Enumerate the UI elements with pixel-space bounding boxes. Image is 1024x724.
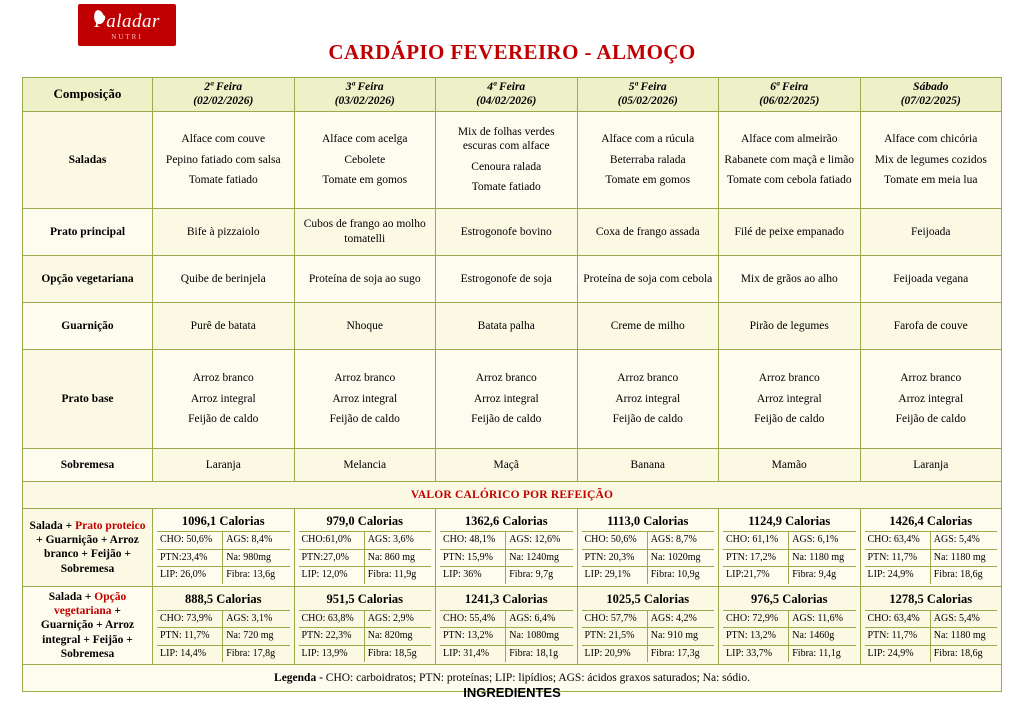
nutrient-lip: LIP: 26,0% bbox=[157, 567, 223, 584]
cell-prato-6: Feijoada bbox=[860, 208, 1002, 255]
calorie-cell-5 bbox=[719, 508, 861, 586]
nutrient-grid bbox=[723, 531, 856, 584]
menu-item: Feijão de caldo bbox=[612, 412, 683, 425]
menu-item: Feijão de caldo bbox=[471, 412, 542, 425]
label-part: + Guarnição + Arroz integral + Feijão + Sobremesa bbox=[40, 604, 135, 660]
nutrient-cho: CHO: 72,9% bbox=[723, 611, 789, 629]
label-highlight: Opção vegetariana bbox=[54, 590, 127, 617]
calorie-total: 951,5 Calorias bbox=[326, 591, 403, 606]
nutrient-ags: AGS: 3,6% bbox=[365, 532, 431, 550]
day-date: (05/02/2026) bbox=[617, 95, 678, 108]
nutrient-grid bbox=[723, 610, 856, 663]
calorie-row-vegetariana bbox=[23, 586, 1002, 664]
nutrient-grid bbox=[582, 531, 715, 584]
nutrient-lip: LIP: 29,1% bbox=[582, 567, 648, 584]
nutrient-cho: CHO:61,0% bbox=[299, 532, 365, 550]
cell-opcao-1: Quibe de berinjela bbox=[153, 255, 295, 302]
cell-sobremesa-2: Melancia bbox=[294, 448, 436, 481]
nutrient-lip: LIP: 24,9% bbox=[865, 567, 931, 584]
menu-item: Arroz branco bbox=[334, 372, 396, 385]
menu-item: Arroz branco bbox=[900, 372, 962, 385]
calorie-total: 1426,4 Calorias bbox=[889, 513, 973, 528]
nutrient-fibra: Fibra: 13,6g bbox=[226, 569, 276, 581]
cell-prato-5: Filé de peixe empanado bbox=[719, 208, 861, 255]
cell-opcao-4: Proteína de soja com cebola bbox=[577, 255, 719, 302]
calorie-total: 1362,6 Calorias bbox=[464, 513, 548, 528]
nutrient-na: Na: 1080mg bbox=[506, 628, 572, 646]
day-name: 4ª Feira bbox=[487, 81, 526, 93]
table-row bbox=[23, 302, 1002, 349]
nutrient-grid bbox=[440, 610, 573, 663]
nutrient-ags: AGS: 8,7% bbox=[648, 532, 714, 550]
nutrient-ptn: PTN: 13,2% bbox=[440, 628, 506, 646]
nutrient-ags: AGS: 11,6% bbox=[789, 611, 855, 629]
nutrient-ptn: PTN: 17,2% bbox=[723, 550, 789, 568]
brand-name: Paladar bbox=[94, 11, 160, 32]
calorie-row-label-proteico bbox=[23, 508, 153, 586]
nutrient-ptn: PTN: 11,7% bbox=[157, 628, 223, 646]
menu-item: Feijão de caldo bbox=[188, 412, 259, 425]
nutrient-fibra: Fibra: 10,9g bbox=[650, 569, 700, 581]
calorie-total: 1124,9 Calorias bbox=[748, 513, 831, 528]
menu-item: Arroz integral bbox=[332, 392, 398, 405]
calorie-cell-6 bbox=[860, 586, 1002, 664]
calorie-total: 976,5 Calorias bbox=[751, 591, 828, 606]
nutrient-grid bbox=[440, 531, 573, 584]
nutrient-ags: AGS: 5,4% bbox=[931, 611, 997, 629]
menu-item: Mix de legumes cozidos bbox=[874, 153, 987, 166]
cell-prato-1: Bife à pizzaiolo bbox=[153, 208, 295, 255]
legend-label: Legenda - bbox=[274, 671, 326, 684]
cell-saladas-2 bbox=[294, 111, 436, 208]
cell-saladas-4 bbox=[577, 111, 719, 208]
menu-item: Arroz integral bbox=[473, 392, 539, 405]
nutrient-ags: AGS: 6,4% bbox=[506, 611, 572, 629]
cell-opcao-2: Proteína de soja ao sugo bbox=[294, 255, 436, 302]
day-name: Sábado bbox=[913, 81, 949, 93]
calorie-total: 1278,5 Calorias bbox=[889, 591, 973, 606]
menu-item: Tomate em gomos bbox=[605, 173, 691, 186]
calorie-total: 1025,5 Calorias bbox=[606, 591, 690, 606]
nutrient-fibra: Fibra: 18,6g bbox=[933, 647, 983, 659]
day-name: 2ª Feira bbox=[204, 81, 243, 93]
nutrient-lip: LIP: 33,7% bbox=[723, 646, 789, 663]
nutrient-grid bbox=[299, 610, 432, 663]
cell-base-2 bbox=[294, 349, 436, 448]
menu-item: Alface com almeirão bbox=[741, 133, 838, 146]
cell-saladas-6 bbox=[860, 111, 1002, 208]
nutrient-cho: CHO: 63,4% bbox=[865, 611, 931, 629]
menu-item: Tomate em meia lua bbox=[884, 173, 978, 186]
nutrient-na: Na: 1180 mg bbox=[931, 550, 997, 568]
cell-opcao-5: Mix de grãos ao alho bbox=[719, 255, 861, 302]
row-label-opcao-vegetariana: Opção vegetariana bbox=[23, 255, 153, 302]
nutrient-fibra: Fibra: 17,8g bbox=[226, 647, 276, 659]
menu-item: Arroz integral bbox=[615, 392, 681, 405]
cell-sobremesa-4: Banana bbox=[577, 448, 719, 481]
nutrient-lip: LIP: 12,0% bbox=[299, 567, 365, 584]
cell-guarnicao-5: Pirão de legumes bbox=[719, 302, 861, 349]
cell-sobremesa-5: Mamão bbox=[719, 448, 861, 481]
menu-item: Arroz integral bbox=[190, 392, 256, 405]
menu-item: Pepino fatiado com salsa bbox=[165, 153, 281, 166]
cell-guarnicao-2: Nhoque bbox=[294, 302, 436, 349]
calorie-cell-5 bbox=[719, 586, 861, 664]
nutrient-grid bbox=[582, 610, 715, 663]
nutrient-fibra: Fibra: 18,5g bbox=[367, 647, 417, 659]
nutrient-na: Na: 720 mg bbox=[223, 628, 289, 646]
row-label-prato-base: Prato base bbox=[23, 349, 153, 448]
menu-item: Feijão de caldo bbox=[895, 412, 966, 425]
calorie-total: 1241,3 Calorias bbox=[464, 591, 548, 606]
nutrient-grid bbox=[865, 610, 998, 663]
cell-guarnicao-6: Farofa de couve bbox=[860, 302, 1002, 349]
cell-saladas-5 bbox=[719, 111, 861, 208]
menu-item: Feijão de caldo bbox=[329, 412, 400, 425]
row-label-prato-principal: Prato principal bbox=[23, 208, 153, 255]
nutrient-cho: CHO: 57,7% bbox=[582, 611, 648, 629]
calorie-cell-3 bbox=[436, 586, 578, 664]
nutrient-na: Na: 980mg bbox=[223, 550, 289, 568]
header-day-5 bbox=[719, 78, 861, 112]
brand-subtitle: NUTRI bbox=[111, 33, 143, 41]
menu-table bbox=[22, 77, 1002, 692]
nutrient-lip: LIP: 31,4% bbox=[440, 646, 506, 663]
menu-item: Arroz branco bbox=[192, 372, 254, 385]
menu-item: Rabanete com maçã e limão bbox=[724, 153, 855, 166]
nutrient-lip: LIP: 24,9% bbox=[865, 646, 931, 663]
calorie-cell-2 bbox=[294, 508, 436, 586]
nutrient-cho: CHO: 55,4% bbox=[440, 611, 506, 629]
menu-item: Tomate fatiado bbox=[188, 173, 258, 186]
nutrient-ptn: PTN: 21,5% bbox=[582, 628, 648, 646]
nutrient-ptn: PTN:27,0% bbox=[299, 550, 365, 568]
header-day-6 bbox=[860, 78, 1002, 112]
calorie-cell-2 bbox=[294, 586, 436, 664]
nutrient-ptn: PTN: 11,7% bbox=[865, 550, 931, 568]
nutrient-ags: AGS: 8,4% bbox=[223, 532, 289, 550]
row-label-saladas: Saladas bbox=[23, 111, 153, 208]
cell-saladas-1 bbox=[153, 111, 295, 208]
day-name: 6ª Feira bbox=[770, 81, 809, 93]
calorie-section-header-row bbox=[23, 481, 1002, 508]
calorie-cell-4 bbox=[577, 508, 719, 586]
nutrient-lip: LIP: 36% bbox=[440, 567, 506, 584]
cell-sobremesa-3: Maçã bbox=[436, 448, 578, 481]
menu-item: Feijão de caldo bbox=[754, 412, 825, 425]
header-day-4 bbox=[577, 78, 719, 112]
nutrient-na: Na: 860 mg bbox=[365, 550, 431, 568]
cell-prato-2: Cubos de frango ao molho tomatelli bbox=[294, 208, 436, 255]
page-title: CARDÁPIO FEVEREIRO - ALMOÇO bbox=[328, 40, 696, 64]
menu-item: Arroz integral bbox=[756, 392, 822, 405]
label-part: + Guarnição + Arroz branco + Feijão + Sobremesa bbox=[36, 533, 139, 575]
nutrient-cho: CHO: 63,8% bbox=[299, 611, 365, 629]
table-row bbox=[23, 208, 1002, 255]
cell-sobremesa-1: Laranja bbox=[153, 448, 295, 481]
nutrient-na: Na: 910 mg bbox=[648, 628, 714, 646]
menu-item: Alface com chicória bbox=[884, 133, 978, 146]
nutrient-lip: LIP: 20,9% bbox=[582, 646, 648, 663]
table-row bbox=[23, 111, 1002, 208]
menu-item: Tomate com cebola fatiado bbox=[726, 173, 852, 186]
nutrient-grid bbox=[865, 531, 998, 584]
calorie-total: 888,5 Calorias bbox=[185, 591, 262, 606]
nutrient-na: Na: 1180 mg bbox=[931, 628, 997, 646]
row-label-sobremesa: Sobremesa bbox=[23, 448, 153, 481]
calorie-row-label-vegetariana bbox=[23, 586, 153, 664]
cell-base-3 bbox=[436, 349, 578, 448]
cell-prato-3: Estrogonofe bovino bbox=[436, 208, 578, 255]
nutrient-cho: CHO: 61,1% bbox=[723, 532, 789, 550]
nutrient-ags: AGS: 5,4% bbox=[931, 532, 997, 550]
label-part: Salada + bbox=[48, 590, 95, 603]
ingredientes-heading: INGREDIENTES bbox=[463, 685, 561, 700]
table-row bbox=[23, 448, 1002, 481]
nutrient-cho: CHO: 50,6% bbox=[157, 532, 223, 550]
nutrient-lip: LIP: 13,9% bbox=[299, 646, 365, 663]
header-day-1 bbox=[153, 78, 295, 112]
nutrient-ptn: PTN: 22,3% bbox=[299, 628, 365, 646]
day-name: 3ª Feira bbox=[345, 81, 384, 93]
menu-item: Alface com acelga bbox=[321, 133, 408, 146]
day-date: (04/02/2026) bbox=[476, 95, 537, 108]
cell-sobremesa-6: Laranja bbox=[860, 448, 1002, 481]
nutrient-grid bbox=[157, 610, 290, 663]
calorie-total: 979,0 Calorias bbox=[326, 513, 403, 528]
menu-item: Mix de folhas verdes escuras com alface bbox=[457, 126, 555, 153]
cell-opcao-3: Estrogonofe de soja bbox=[436, 255, 578, 302]
day-date: (03/02/2026) bbox=[334, 95, 395, 108]
calorie-row-proteico bbox=[23, 508, 1002, 586]
nutrient-fibra: Fibra: 9,4g bbox=[792, 569, 837, 581]
table-header-row bbox=[23, 78, 1002, 112]
nutrient-ags: AGS: 6,1% bbox=[789, 532, 855, 550]
nutrient-grid bbox=[299, 531, 432, 584]
row-label-guarnicao: Guarnição bbox=[23, 302, 153, 349]
nutrient-ags: AGS: 4,2% bbox=[648, 611, 714, 629]
day-name: 5ª Feira bbox=[628, 81, 667, 93]
day-date: (07/02/2025) bbox=[900, 95, 961, 108]
menu-item: Beterraba ralada bbox=[609, 153, 686, 166]
nutrient-na: Na: 1460g bbox=[789, 628, 855, 646]
nutrient-cho: CHO: 48,1% bbox=[440, 532, 506, 550]
nutrient-ptn: PTN: 13,2% bbox=[723, 628, 789, 646]
table-row bbox=[23, 255, 1002, 302]
day-date: (02/02/2026) bbox=[193, 95, 254, 108]
calorie-cell-6 bbox=[860, 508, 1002, 586]
nutrient-fibra: Fibra: 17,3g bbox=[650, 647, 700, 659]
legend-text: CHO: carboidratos; PTN: proteínas; LIP: lipídios; AGS: ácidos graxos saturados; Na: sódio. bbox=[325, 671, 750, 684]
calorie-cell-1 bbox=[153, 586, 295, 664]
nutrient-ags: AGS: 3,1% bbox=[223, 611, 289, 629]
nutrient-cho: CHO: 50,6% bbox=[582, 532, 648, 550]
nutrient-na: Na: 820mg bbox=[365, 628, 431, 646]
table-row bbox=[23, 349, 1002, 448]
menu-item: Arroz integral bbox=[898, 392, 964, 405]
header-day-2 bbox=[294, 78, 436, 112]
cell-base-6 bbox=[860, 349, 1002, 448]
cell-opcao-6: Feijoada vegana bbox=[860, 255, 1002, 302]
nutrient-fibra: Fibra: 18,1g bbox=[509, 647, 559, 659]
cell-guarnicao-1: Purê de batata bbox=[153, 302, 295, 349]
nutrient-ags: AGS: 2,9% bbox=[365, 611, 431, 629]
nutrient-ptn: PTN: 20,3% bbox=[582, 550, 648, 568]
nutrient-na: Na: 1240mg bbox=[506, 550, 572, 568]
nutrient-fibra: Fibra: 18,6g bbox=[933, 569, 983, 581]
nutrient-fibra: Fibra: 11,1g bbox=[792, 647, 841, 659]
nutrient-fibra: Fibra: 9,7g bbox=[509, 569, 554, 581]
menu-item: Arroz branco bbox=[475, 372, 537, 385]
nutrient-ptn: PTN: 15,9% bbox=[440, 550, 506, 568]
nutrient-cho: CHO: 73,9% bbox=[157, 611, 223, 629]
calorie-total: 1096,1 Calorias bbox=[181, 513, 265, 528]
menu-item: Tomate fatiado bbox=[471, 181, 541, 194]
cell-saladas-3 bbox=[436, 111, 578, 208]
menu-item: Alface com couve bbox=[181, 133, 266, 146]
cell-prato-4: Coxa de frango assada bbox=[577, 208, 719, 255]
cell-base-1 bbox=[153, 349, 295, 448]
cell-base-4 bbox=[577, 349, 719, 448]
day-date: (06/02/2025) bbox=[759, 95, 820, 108]
nutrient-ptn: PTN: 11,7% bbox=[865, 628, 931, 646]
nutrient-lip: LIP:21,7% bbox=[723, 567, 789, 584]
menu-item: Cenoura ralada bbox=[471, 160, 542, 173]
nutrient-fibra: Fibra: 11,9g bbox=[367, 569, 417, 581]
calorie-cell-4 bbox=[577, 586, 719, 664]
calorie-cell-3 bbox=[436, 508, 578, 586]
menu-item: Arroz branco bbox=[617, 372, 679, 385]
menu-item: Alface com a rúcula bbox=[601, 133, 695, 146]
cell-guarnicao-3: Batata palha bbox=[436, 302, 578, 349]
nutrient-ags: AGS: 12,6% bbox=[506, 532, 572, 550]
cell-base-5 bbox=[719, 349, 861, 448]
nutrient-na: Na: 1180 mg bbox=[789, 550, 855, 568]
nutrient-ptn: PTN:23,4% bbox=[157, 550, 223, 568]
nutrient-grid bbox=[157, 531, 290, 584]
label-part: Salada + bbox=[29, 519, 76, 532]
calorie-total: 1113,0 Calorias bbox=[607, 513, 689, 528]
menu-item: Cebolete bbox=[344, 153, 386, 166]
nutrient-na: Na: 1020mg bbox=[648, 550, 714, 568]
cell-guarnicao-4: Creme de milho bbox=[577, 302, 719, 349]
menu-item: Tomate em gomos bbox=[322, 173, 408, 186]
nutrient-cho: CHO: 63,4% bbox=[865, 532, 931, 550]
menu-item: Arroz branco bbox=[758, 372, 820, 385]
header-day-3 bbox=[436, 78, 578, 112]
calorie-section-title: VALOR CALÓRICO POR REFEIÇÃO bbox=[23, 481, 1002, 508]
calorie-cell-1 bbox=[153, 508, 295, 586]
header-composicao: Composição bbox=[23, 78, 153, 112]
label-highlight: Prato proteico bbox=[75, 519, 146, 532]
nutrient-lip: LIP: 14,4% bbox=[157, 646, 223, 663]
